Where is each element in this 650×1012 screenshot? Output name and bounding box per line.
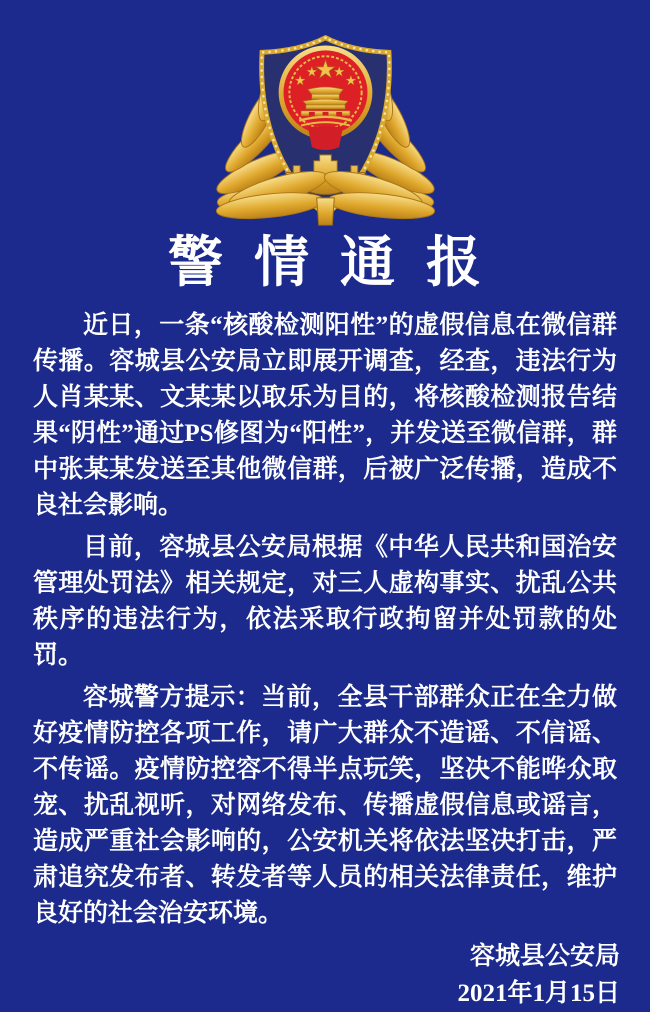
signature-block — [0, 938, 650, 1012]
china-police-emblem-icon — [213, 26, 438, 233]
notice-paragraph-2: 目前，容城县公安局根据《中华人民共和国治安管理处罚法》相关规定，对三人虚构事实、扰乱公共秩序的违法行为，依法采取行政拘留并处罚款的处罚。 — [33, 533, 617, 669]
notice-title: 警情通报 — [167, 232, 512, 293]
police-notice — [0, 26, 650, 1007]
notice-paragraph-3: 容城警方提示：当前，全县干部群众正在全力做好疫情防控各项工作，请广大群众不造谣、不信谣、不传谣。疫情防控容不得半点玩笑，坚决不能哗众取宠、扰乱视听，对网络发布、传播虚假信息或谣言，造成严重社会影响的，公安机关将依法坚决打击，严肃追究发布者、转发者等人员的相关法律责任，维护良好的社会治安环境。 — [33, 683, 617, 927]
issue-date: 2021年1月15日 — [457, 979, 620, 1007]
notice-paragraph-1: 近日，一条“核酸检测阳性”的虚假信息在微信群传播。容城县公安局立即展开调查，经查，违法行为人肖某某、文某某以取乐为目的，将核酸检测报告结果“阴性”通过PS修图为“阳性”，并发送至微信群，群中张某某发送至其他微信群，后被广泛传播，造成不良社会影响。 — [33, 311, 617, 519]
notice-body — [0, 308, 650, 932]
issuing-agency: 容城县公安局 — [469, 942, 620, 970]
police-badge — [210, 26, 440, 233]
